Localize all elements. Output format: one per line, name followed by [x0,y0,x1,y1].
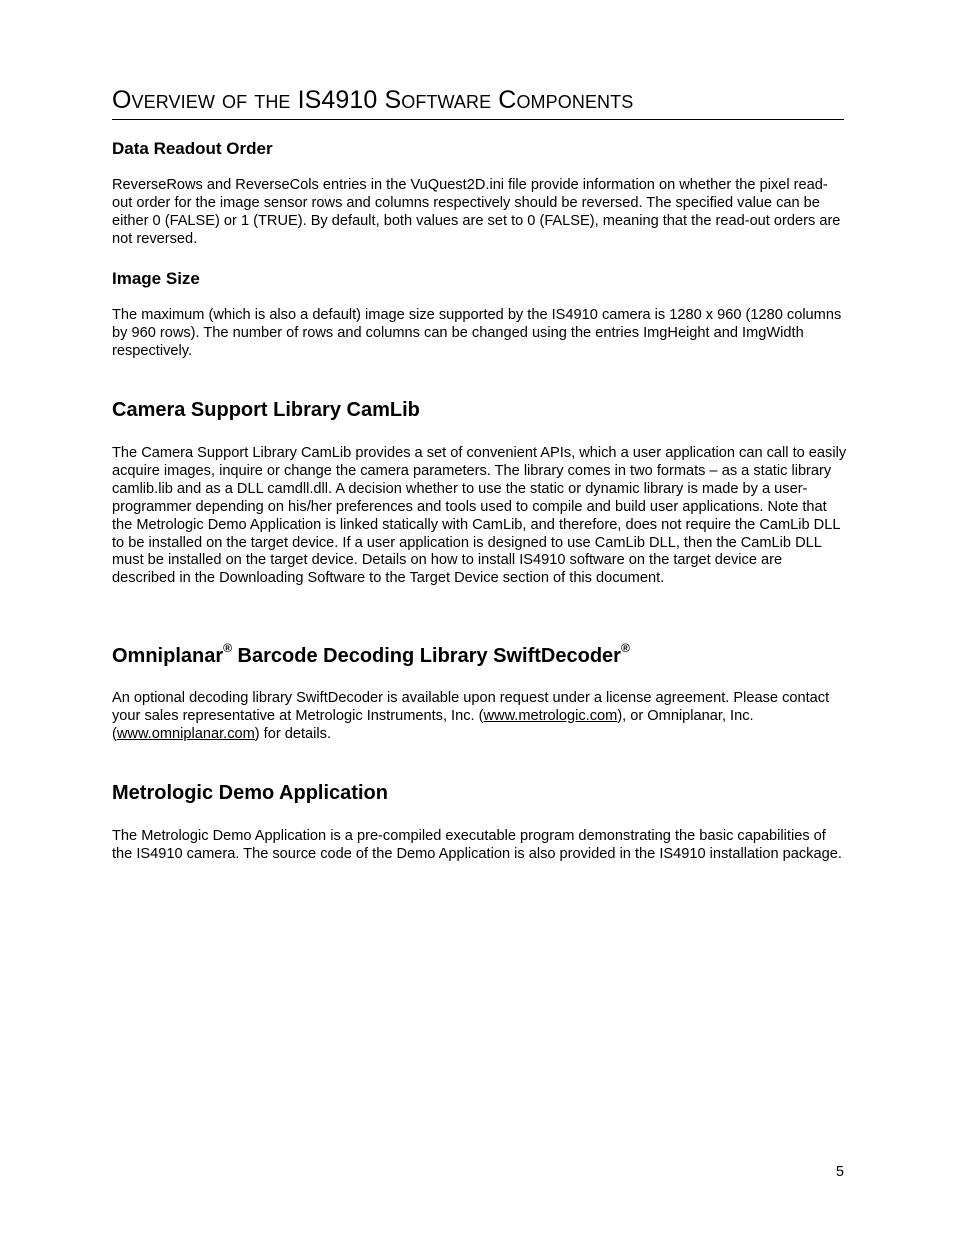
omniplanar-heading-part1: Omniplanar [112,645,224,667]
camlib-paragraph: The Camera Support Library CamLib provides a set of convenient APIs, which a user application can call to easily acquire images, inquire or change the camera parameters. The library comes in two formats – as a static library camlib.lib and as a DLL camdll.dll. A decision whether to use the static or dynamic library is made by a user-programmer depending on his/her preferences and tools used to compile and build user applications. Note that the Metrologic Demo Application is linked statically with CamLib, and therefore, does not require the CamLib DLL to be installed on the target device. If a user application is designed to use CamLib DLL, then the CamLib DLL must be installed on the target device. Details on how to install IS4910 software on the target device are described in the Downloading Software to the Target Device section of this document. [112,445,847,587]
registered-mark: ® [223,641,232,656]
camlib-heading: Camera Support Library CamLib [112,399,420,421]
omniplanar-text-part1: An optional decoding library SwiftDecoder is available upon request under a license agreement. Please contact your sales representative at Metrologic Instruments, Inc. ( [112,690,830,724]
omniplanar-heading [112,643,630,669]
registered-mark: ® [620,641,630,656]
metrologic-link[interactable]: www.metrologic.com [483,707,618,724]
omniplanar-text-part2: ), or Omniplanar, Inc. ( [112,707,754,742]
data-readout-order-heading: Data Readout Order [112,139,273,158]
page-number: 5 [835,1164,844,1180]
image-size-paragraph: The maximum (which is also a default) image size supported by the IS4910 camera is 1280 x 960 (1280 columns by 960 rows). The number of rows and columns can be changed using the entries ImgHeight and ImgWidth respectively. [112,307,842,359]
omniplanar-text-part3: ) for details. [254,725,332,742]
page-title: Overview of the IS4910 Software Components [112,84,844,120]
demo-application-heading: Metrologic Demo Application [112,782,388,804]
image-size-heading: Image Size [112,269,200,288]
omniplanar-link[interactable]: www.omniplanar.com [116,725,255,742]
omniplanar-paragraph [112,690,847,744]
omniplanar-heading-part2: Barcode Decoding Library SwiftDecoder [231,645,621,667]
data-readout-order-paragraph: ReverseRows and ReverseCols entries in the VuQuest2D.ini file provide information on whether the pixel read-out order for the image sensor rows and columns respectively should be reversed. The specified value can be either 0 (FALSE) or 1 (TRUE). By default, both values are set to 0 (FALSE), meaning that the read-out orders are not reversed. [112,177,841,247]
demo-application-paragraph: The Metrologic Demo Application is a pre-compiled executable program demonstrating the basic capabilities of the IS4910 camera. The source code of the Demo Application is also provided in the IS4910 installation package. [112,828,842,862]
